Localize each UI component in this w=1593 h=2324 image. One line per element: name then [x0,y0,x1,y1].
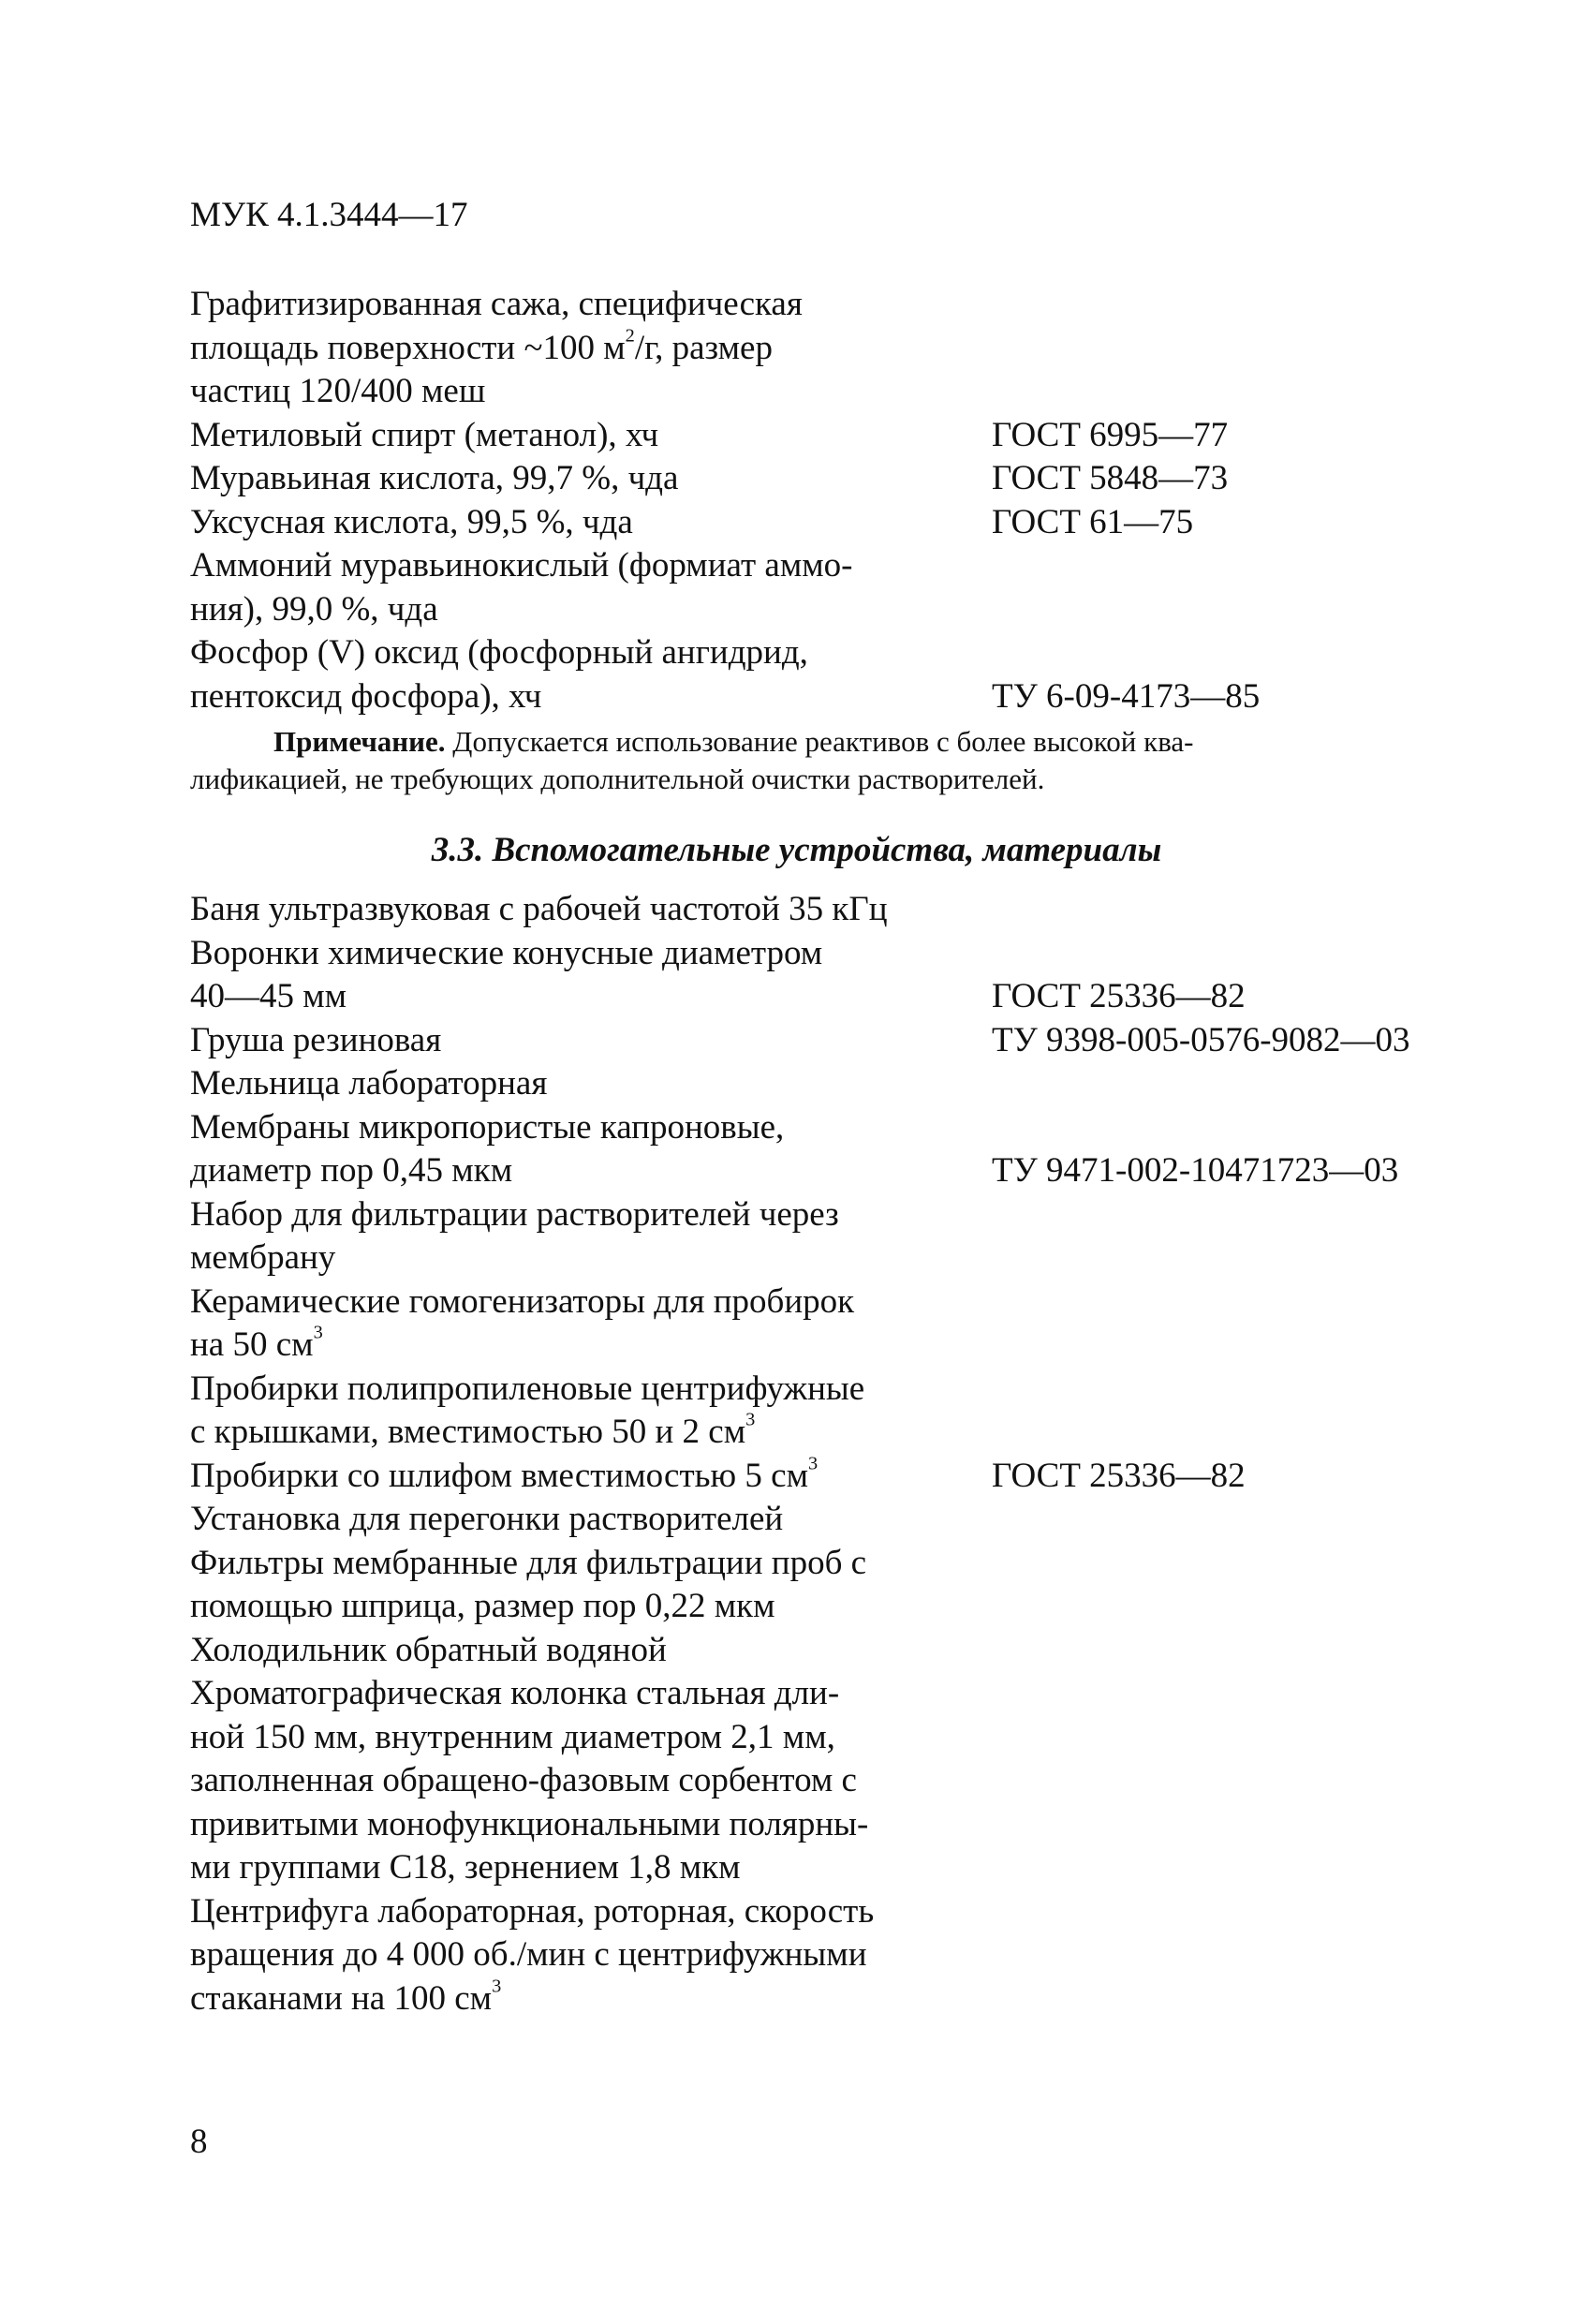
equipment-name [190,1455,958,1499]
reagent-name: пентоксид фосфора), хч [190,676,542,716]
reagent-row [190,457,1445,501]
equipment-row [190,1106,1445,1150]
equipment-name: Мембраны микропористые капроновые, [190,1107,785,1147]
equipment-row [190,1933,1445,1977]
equipment-row [190,1411,1445,1455]
equipment-row [190,1803,1445,1847]
reagents-list [190,283,1445,718]
equipment-row [190,932,1445,976]
equipment-name: Центрифуга лабораторная, роторная, скорость [190,1891,875,1931]
superscript: 3 [808,1453,819,1474]
note-line: лификацией, не требующих дополнительной очистки растворителей. [190,762,1045,795]
equipment-name: Установка для перегонки растворителей [190,1500,784,1538]
reagent-name: Уксусная кислота, 99,5 %, чда [190,502,633,541]
equipment-name: Фильтры мембранные для фильтрации проб с [190,1543,867,1582]
equipment-row [190,1977,1445,2021]
equipment-name: ми группами С18, зернением 1,8 мкм [190,1848,741,1887]
equipment-name [190,1324,958,1368]
superscript: 2 [625,325,635,347]
equipment-row [190,1236,1445,1280]
reagent-row [190,544,1445,588]
equipment-name: Мельница лабораторная [190,1064,548,1103]
superscript: 3 [492,1976,502,1997]
equipment-name: диаметр пор 0,45 мкм [190,1151,513,1190]
reagent-row [190,370,1445,414]
equipment-row [190,1585,1445,1629]
equipment-standard: ГОСТ 25336—82 [992,1456,1246,1495]
reagent-name: Фосфор (V) оксид (фосфорный ангидрид, [190,633,808,672]
reagent-name: Графитизированная сажа, специфическая [190,285,803,323]
reagent-name: Метиловый спирт (метанол), хч [190,415,659,454]
equipment-row [190,1193,1445,1237]
equipment-name: Воронки химические конусные диаметром [190,933,823,972]
equipment-row [190,1280,1445,1325]
equipment-name: Керамические гомогенизаторы для пробирок [190,1281,855,1321]
equipment-row [190,1672,1445,1716]
equipment-name [190,1977,958,2021]
equipment-row [190,1368,1445,1412]
equipment-row [190,1062,1445,1106]
reagent-name: частиц 120/400 меш [190,372,486,410]
equipment-name-text: с крышками, вместимостью 50 и 2 см [190,1413,746,1451]
section-heading: 3.3. Вспомогательные устройства, материалы [431,831,1162,869]
equipment-row [190,1019,1445,1063]
page-number: 8 [190,2123,208,2161]
document-code-header: МУК 4.1.3444—17 [190,196,468,234]
equipment-row [190,1324,1445,1368]
equipment-name: Груша резиновая [190,1020,442,1059]
reagent-name: ния), 99,0 %, чда [190,589,438,629]
equipment-name: Хроматографическая колонка стальная дли- [190,1674,840,1712]
superscript: 3 [313,1322,323,1343]
equipment-list [190,888,1445,2021]
equipment-name: 40—45 мм [190,977,347,1015]
note-paragraph [190,723,1398,798]
reagent-standard: ТУ 6-09-4173—85 [992,676,1261,716]
equipment-standard: ТУ 9471-002-10471723—03 [992,1151,1399,1190]
reagent-row [190,327,1445,371]
equipment-row [190,1846,1445,1890]
equipment-name: Баня ультразвуковая с рабочей частотой 35 кГц [190,890,888,928]
equipment-standard: ТУ 9398-005-0576-9082—03 [992,1020,1410,1059]
equipment-name: ной 150 мм, внутренним диаметром 2,1 мм, [190,1717,835,1756]
reagent-standard: ГОСТ 6995—77 [992,415,1229,454]
equipment-row [190,1498,1445,1542]
equipment-row [190,1542,1445,1586]
equipment-name: мембрану [190,1238,336,1277]
reagent-name: Муравьиная кислота, 99,7 %, чда [190,459,679,497]
equipment-row [190,1716,1445,1760]
equipment-name: заполненная обращено-фазовым сорбентом с [190,1761,857,1799]
reagent-row [190,283,1445,327]
reagent-row [190,588,1445,632]
equipment-row [190,1629,1445,1673]
reagent-row [190,631,1445,675]
reagent-name-tail: /г, размер [634,328,773,367]
equipment-row [190,1890,1445,1934]
equipment-row [190,1759,1445,1803]
note-line [190,723,1398,761]
equipment-name-text: на 50 см [190,1325,314,1364]
equipment-name: Холодильник обратный водяной [190,1630,667,1669]
equipment-name [190,1411,958,1455]
equipment-row [190,1455,1445,1499]
superscript: 3 [745,1409,756,1430]
reagent-row [190,675,1445,719]
reagent-row [190,501,1445,545]
equipment-row [190,1149,1445,1193]
reagent-standard: ГОСТ 5848—73 [992,459,1229,497]
equipment-name: Набор для фильтрации растворителей через [190,1194,839,1234]
equipment-row [190,888,1445,932]
reagent-standard: ГОСТ 61—75 [992,502,1194,541]
reagent-name [190,327,958,371]
equipment-row [190,975,1445,1019]
equipment-name: помощью шприца, размер пор 0,22 мкм [190,1587,775,1625]
note-label: Примечание. [273,725,446,758]
equipment-name: Пробирки полипропиленовые центрифужные [190,1369,865,1408]
reagent-row [190,414,1445,458]
reagent-name: Аммоний муравьинокислый (формиат аммо- [190,546,853,585]
reagent-name-text: площадь поверхности ~100 м [190,328,626,367]
note-text: Допускается использование реактивов с более высокой ква- [445,725,1194,758]
equipment-name: вращения до 4 000 об./мин с центрифужными [190,1935,867,1974]
equipment-name-text: стаканами на 100 см [190,1978,493,2018]
equipment-name-text: Пробирки со шлифом вместимостью 5 см [190,1456,809,1495]
equipment-standard: ГОСТ 25336—82 [992,977,1246,1015]
equipment-name: привитыми монофункциональными полярны- [190,1804,869,1843]
